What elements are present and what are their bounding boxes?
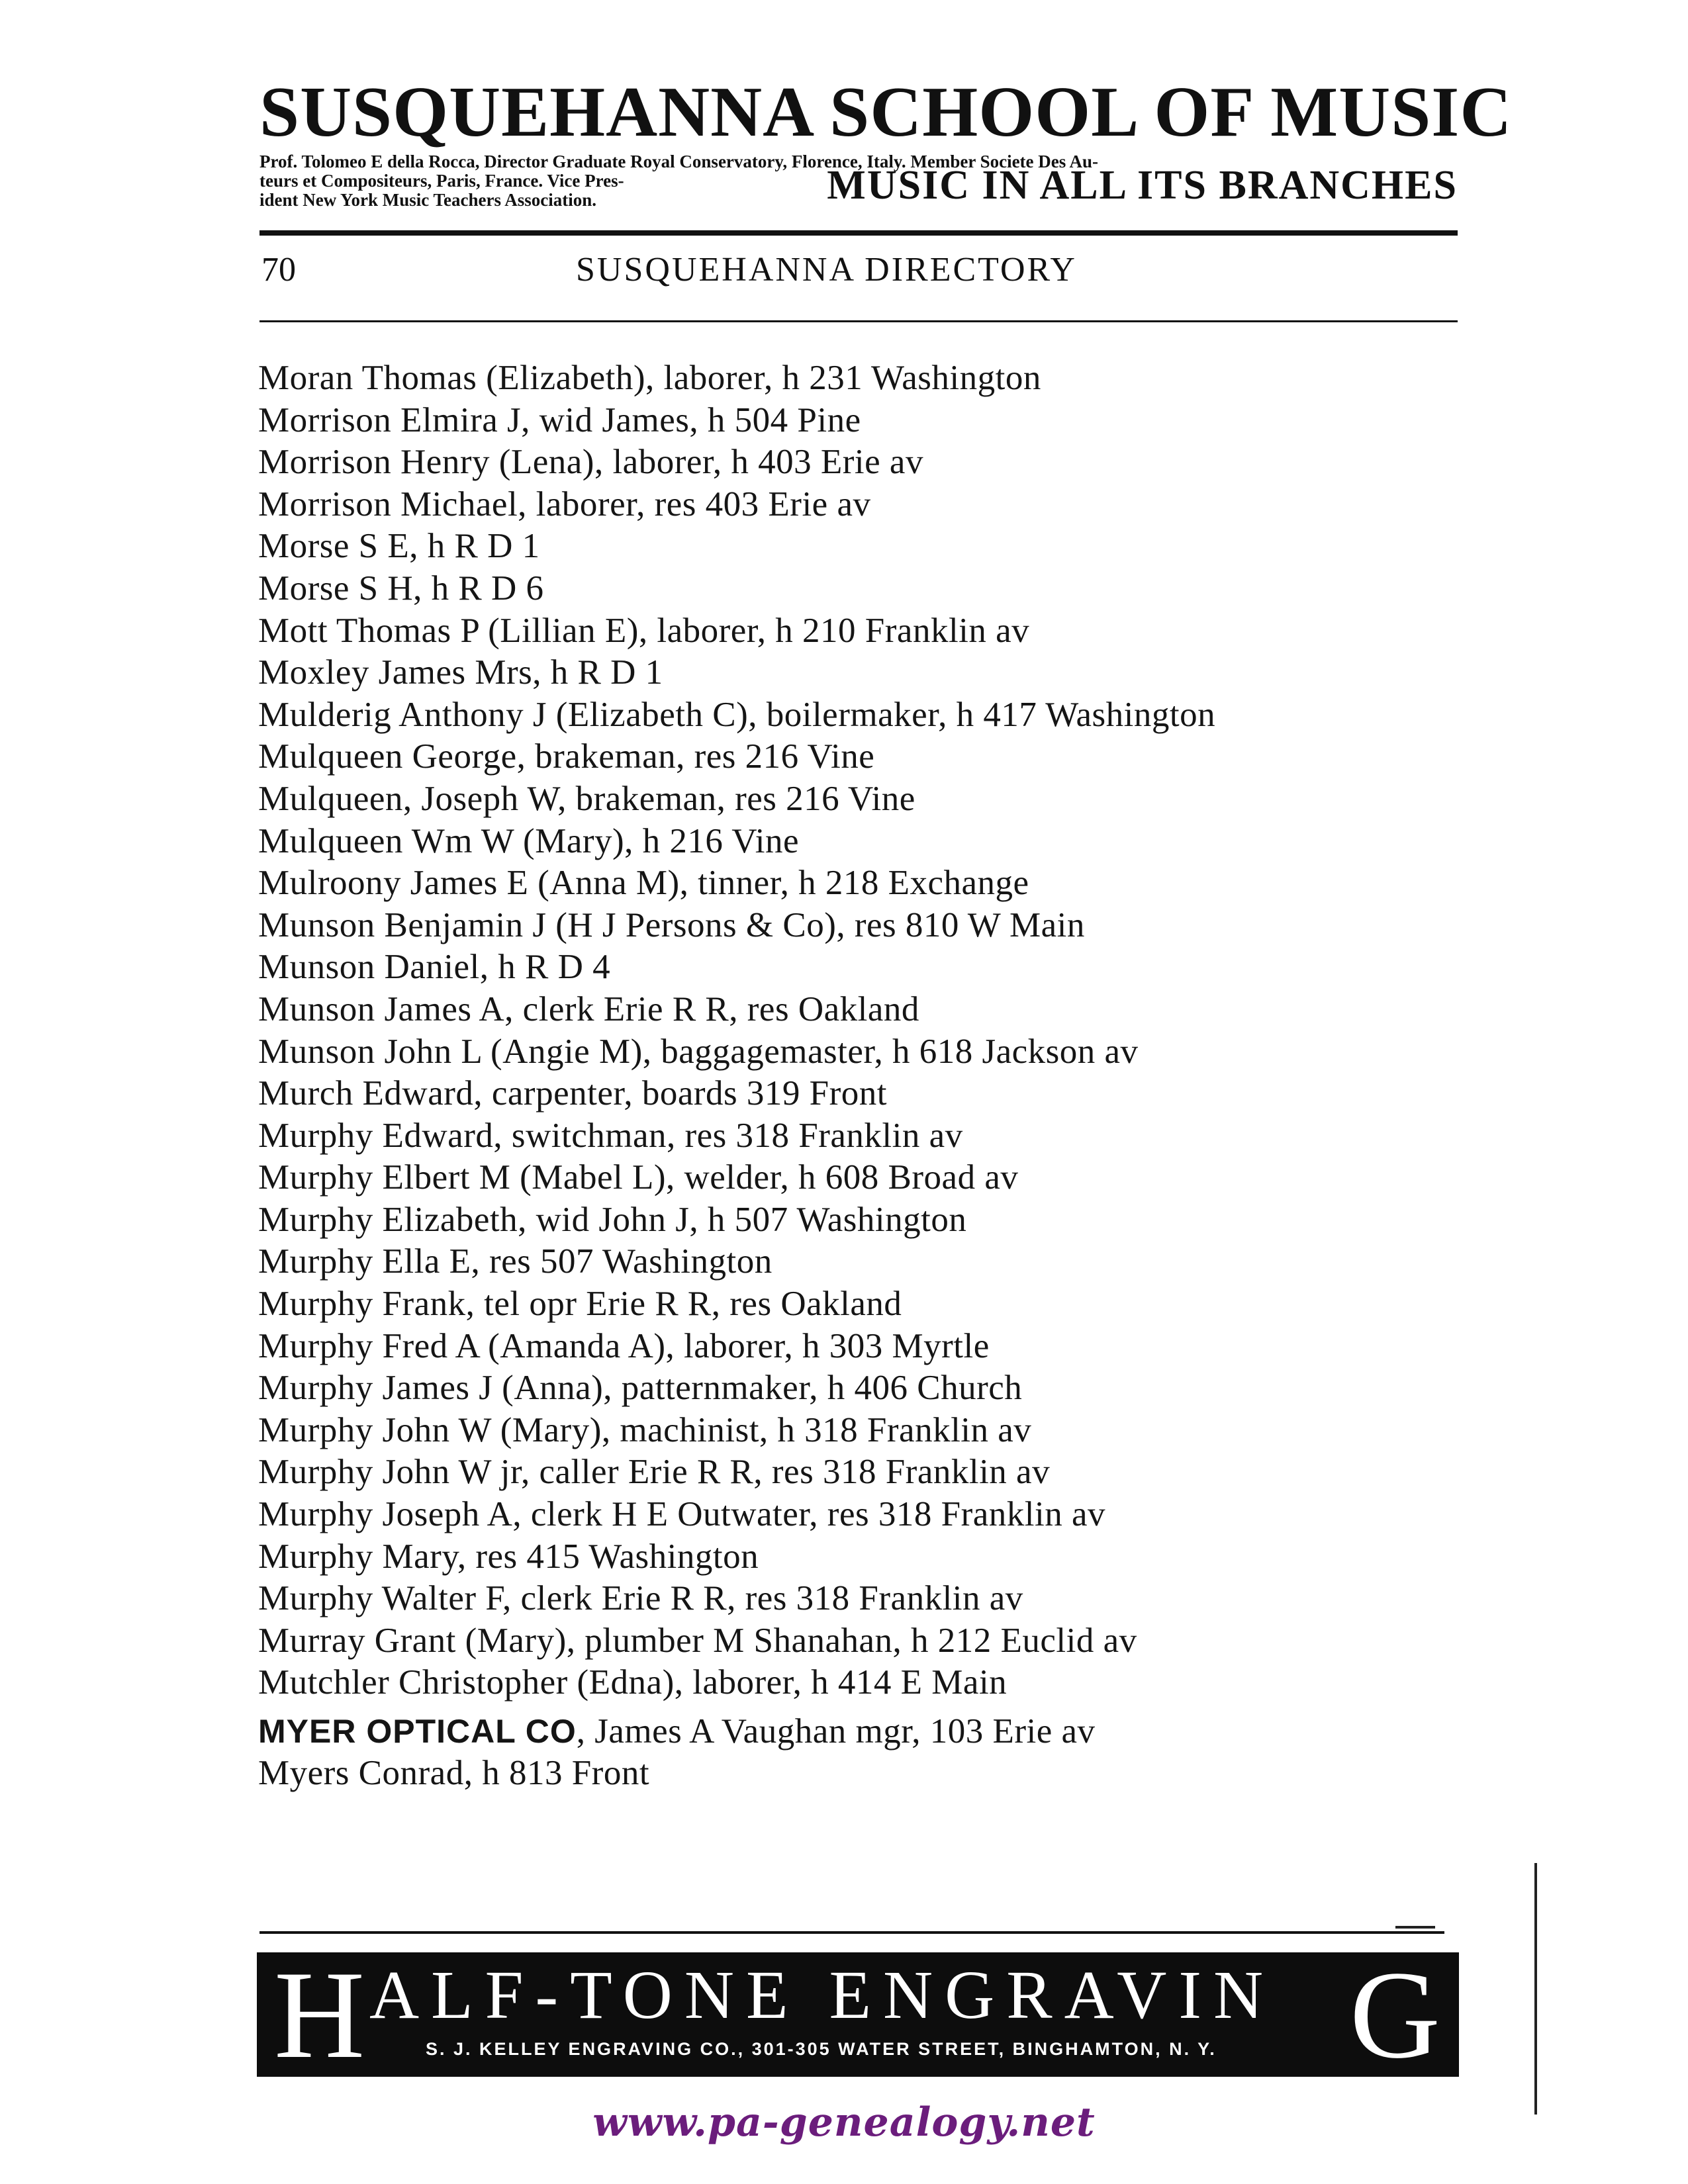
list-item: Munson James A, clerk Erie R R, res Oakland (258, 989, 919, 1028)
list-item: Morse S H, h R D 6 (258, 569, 544, 608)
header-rule-top (259, 230, 1458, 236)
list-item: Murphy Elbert M (Mabel L), welder, h 608 Broad av (258, 1158, 1019, 1197)
list-item: Murphy Walter F, clerk Erie R R, res 318 Franklin av (258, 1579, 1023, 1618)
list-item: Murphy Joseph A, clerk H E Outwater, res 318 Franklin av (258, 1495, 1105, 1534)
list-item: Mulqueen, Joseph W, brakeman, res 216 Vine (258, 779, 915, 818)
ad-final-letter: G (1349, 1952, 1440, 2077)
scan-edge-mark (1534, 1863, 1537, 2115)
list-item: Munson Benjamin J (H J Persons & Co), res 810 W Main (258, 905, 1085, 944)
running-title: SUSQUEHANNA DIRECTORY (576, 251, 1077, 289)
list-item: Murphy James J (Anna), patternmaker, h 406 Church (258, 1369, 1023, 1408)
list-item: Murphy Edward, switchman, res 318 Franklin av (258, 1116, 963, 1155)
scan-edge-mark (1395, 1926, 1435, 1929)
list-item: Murphy Mary, res 415 Washington (258, 1537, 759, 1576)
list-item: Myers Conrad, h 813 Front (258, 1754, 650, 1792)
list-item: Murphy John W (Mary), machinist, h 318 Franklin av (258, 1410, 1032, 1449)
list-item: Morrison Elmira J, wid James, h 504 Pine (258, 400, 861, 439)
ad-tagline: MUSIC IN ALL ITS BRANCHES (827, 163, 1458, 208)
list-item: Murphy Ella E, res 507 Washington (258, 1242, 773, 1281)
list-item: Munson Daniel, h R D 4 (258, 948, 611, 987)
list-item: Morrison Michael, laborer, res 403 Erie av (258, 484, 871, 523)
ad-sub-text: S. J. KELLEY ENGRAVING CO., 301-305 WATER STREET, BINGHAMTON, N. Y. (426, 2039, 1217, 2059)
list-item: Mulqueen Wm W (Mary), h 216 Vine (258, 821, 800, 860)
list-item: Mulderig Anthony J (Elizabeth C), boilermaker, h 417 Washington (258, 695, 1216, 734)
ad-description-line-2: teurs et Compositeurs, Paris, France. Vice Pres- (259, 171, 624, 191)
top-advertisement (259, 73, 1513, 210)
footer-rule (259, 1931, 1444, 1934)
ad-initial-letter: H (274, 1952, 365, 2077)
ad-title: SUSQUEHANNA SCHOOL OF MUSIC (259, 73, 1513, 152)
header-rule-bottom (259, 320, 1458, 322)
list-item: Mulroony James E (Anna M), tinner, h 218 Exchange (258, 864, 1029, 903)
list-item: Munson John L (Angie M), baggagemaster, h 618 Jackson av (258, 1032, 1139, 1071)
list-item: Murphy Elizabeth, wid John J, h 507 Washington (258, 1200, 967, 1239)
business-detail: , James A Vaughan mgr, 103 Erie av (576, 1712, 1096, 1751)
list-item: Murphy Fred A (Amanda A), laborer, h 303 Myrtle (258, 1326, 990, 1365)
list-item: Murray Grant (Mary), plumber M Shanahan, h 212 Euclid av (258, 1621, 1137, 1660)
ad-main-text: ALF-TONE ENGRAVIN (369, 1957, 1276, 2033)
list-item: Moxley James Mrs, h R D 1 (258, 653, 663, 692)
business-entry (258, 1711, 1470, 1752)
ad-description-line-3: ident New York Music Teachers Association. (259, 190, 597, 210)
engraving-advertisement (257, 1952, 1459, 2077)
list-item: Mott Thomas P (Lillian E), laborer, h 210 Franklin av (258, 611, 1030, 650)
list-item: Mutchler Christopher (Edna), laborer, h 414 E Main (258, 1663, 1008, 1702)
business-name: MYER OPTICAL CO (258, 1713, 577, 1750)
page-number: 70 (261, 251, 296, 289)
list-item: Morse S E, h R D 1 (258, 527, 540, 566)
list-item: Murphy Frank, tel opr Erie R R, res Oakland (258, 1285, 902, 1324)
list-item: Moran Thomas (Elizabeth), laborer, h 231 Washington (258, 359, 1041, 397)
directory-entries (258, 357, 1470, 1795)
ad-description-line-1: Prof. Tolomeo E della Rocca, Director Graduate Royal Conservatory, Florence, Italy. Member Societe Des Au- (259, 152, 1099, 171)
watermark-url: www.pa-genealogy.net (592, 2099, 1096, 2146)
list-item: Morrison Henry (Lena), laborer, h 403 Erie av (258, 443, 923, 482)
list-item: Murphy John W jr, caller Erie R R, res 318 Franklin av (258, 1453, 1051, 1492)
list-item: Mulqueen George, brakeman, res 216 Vine (258, 737, 875, 776)
list-item: Murch Edward, carpenter, boards 319 Front (258, 1074, 888, 1113)
